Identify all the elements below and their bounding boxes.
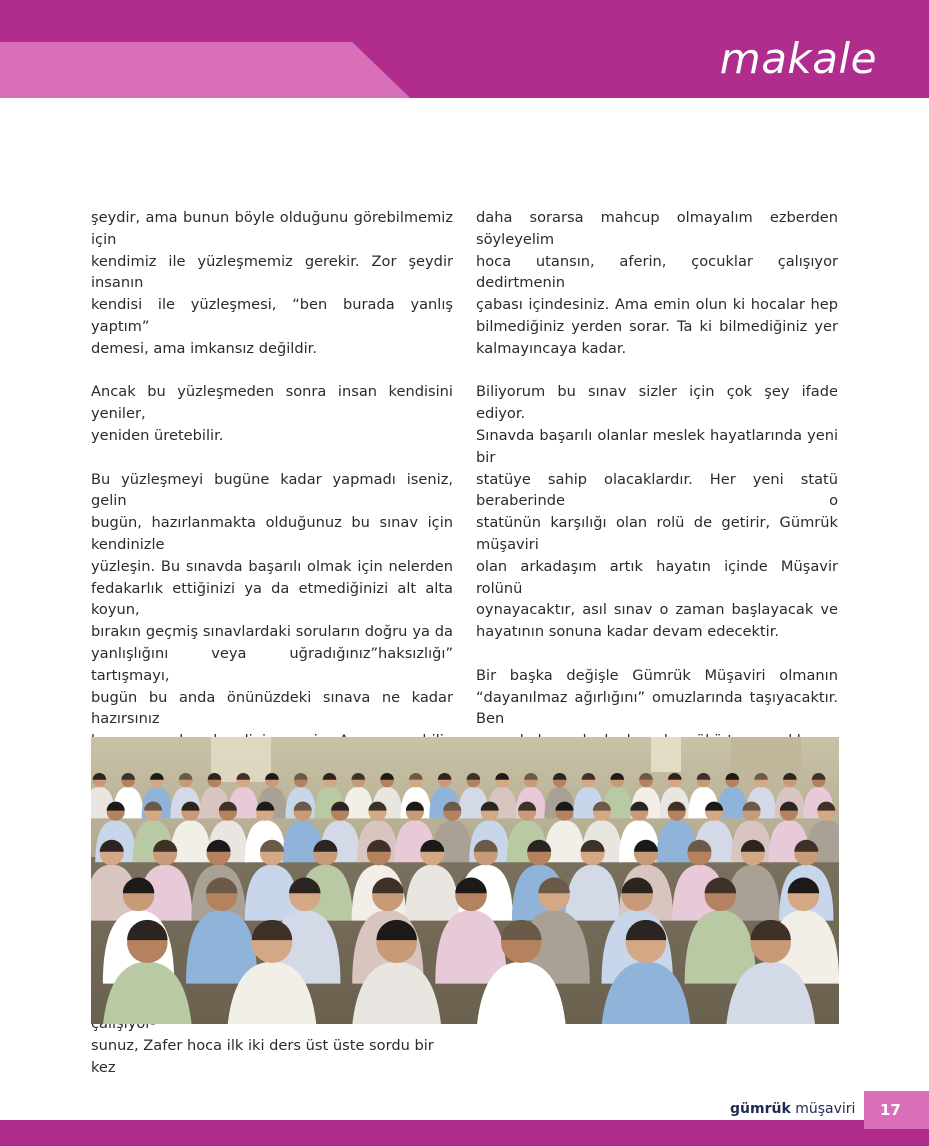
text-line: Ancak bu yüzleşmeden sonra insan kendisini yeniler, xyxy=(91,383,453,423)
text-line: fedakarlık ettiğinizi ya da etmediğinizi alt alta koyun, xyxy=(91,579,453,619)
classroom-photo-illustration xyxy=(91,737,839,1024)
text-line: kendisi ile yüzleşmesi, “ben burada yanlış yaptım” xyxy=(91,296,453,335)
text-line: kendimiz ile yüzleşmemiz gerekir. Zor şeydir insanın xyxy=(91,252,453,292)
text-line: yüzleşin. Bu sınavda başarılı olmak için nelerden xyxy=(91,557,453,575)
paragraph xyxy=(476,207,838,360)
text-line: statünün karşılığı olan rolü de getirir, Gümrük müşaviri xyxy=(476,514,838,553)
paragraph xyxy=(91,207,453,360)
text-line: Biliyorum bu sınav sizler için çok şey ifade ediyor. xyxy=(476,383,838,423)
text-line: hoca utansın, aferin, çocuklar çalışıyor dedirtmenin xyxy=(476,252,838,292)
footer-band xyxy=(0,1120,929,1146)
text-line: “dayanılmaz ağırlığını” omuzlarında taşıyacaktır. Ben xyxy=(476,688,838,728)
text-line: bugün bu anda önünüzdeki sınava ne kadar hazırsınız xyxy=(91,688,453,728)
text-line: oynayacaktır, asıl sınav o zaman başlayacak ve xyxy=(476,601,838,619)
text-line: bugün, hazırlanmakta olduğunuz bu sınav için kendinizle xyxy=(91,514,453,553)
text-line: hayatının sonuna kadar devam edecektir. xyxy=(476,623,780,641)
page-number: 17 xyxy=(880,1101,901,1119)
text-line: yeniden üretebilir. xyxy=(91,426,224,444)
footer-brand-bold: gümrük xyxy=(730,1101,791,1117)
text-line: bırakın geçmiş sınavlardaki soruların doğru ya da xyxy=(91,623,453,641)
footer-brand-light: müşaviri xyxy=(795,1101,856,1117)
classroom-photo xyxy=(91,737,839,1024)
text-line: çabası içindesiniz. Ama emin olun ki hocalar hep xyxy=(476,296,838,314)
text-line: daha sorarsa mahcup olmayalım ezberden söyleyelim xyxy=(476,209,838,248)
text-line: Bu yüzleşmeyi bugüne kadar yapmadı iseniz, gelin xyxy=(91,470,453,510)
text-line: bilmediğiniz yerden sorar. Ta ki bilmediğiniz yer xyxy=(476,317,838,335)
text-line: yanlışlığını veya uğradığınız”haksızlığı” tartışmayı, xyxy=(91,644,453,684)
text-line: statüye sahip olacaklardır. Her yeni statü beraberinde o xyxy=(476,470,838,510)
text-line: olan arkadaşım artık hayatın içinde Müşavir rolünü xyxy=(476,557,838,597)
header-light-stripe xyxy=(0,42,410,98)
text-line: demesi, ama imkansız değildir. xyxy=(91,339,317,357)
paragraph xyxy=(476,381,838,643)
paragraph xyxy=(91,381,453,446)
text-line: kalmayıncaya kadar. xyxy=(476,339,627,357)
text-line: sunuz, Zafer hoca ilk iki ders üst üste sordu bir kez xyxy=(91,1037,434,1077)
text-line: şeydir, ama bunun böyle olduğunu görebilmemiz için xyxy=(91,209,453,248)
text-line: Bir başka değişle Gümrük Müşaviri olmanın xyxy=(476,666,838,684)
text-line: Sınavda başarılı olanlar meslek hayatlarında yeni bir xyxy=(476,426,838,466)
footer-brand xyxy=(730,1101,855,1117)
section-title: makale xyxy=(719,34,877,83)
